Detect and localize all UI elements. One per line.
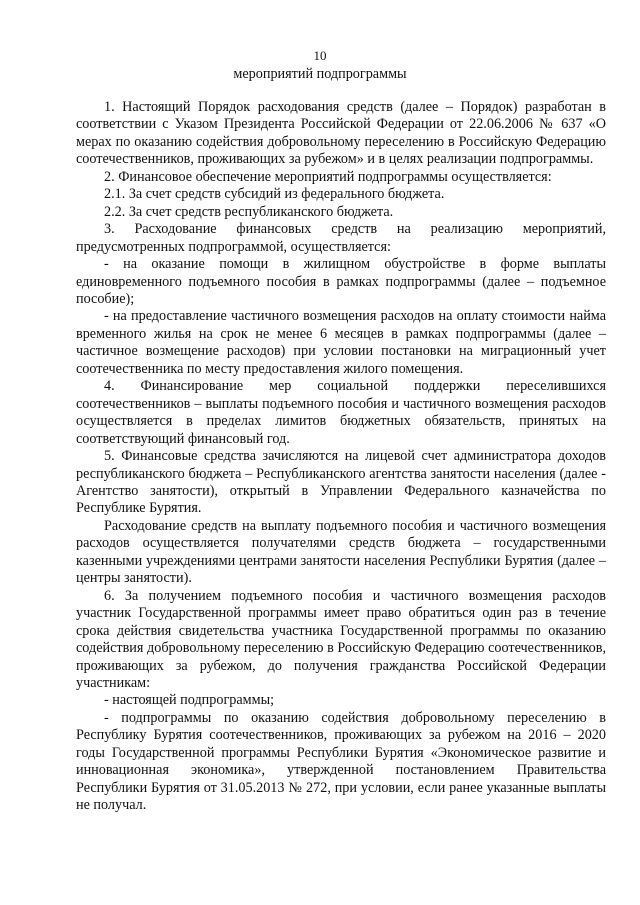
list-item-housing-aid: - на оказание помощи в жилищном обустройстве в форме выплаты единовременного подъемного пособия в рамках подпрограммы (далее – подъемное пособие); (76, 256, 606, 307)
paragraph-5-spending: Расходование средств на выплату подъемного пособия и частичного возмещения расходов осуществляется получателями средств бюджета – государственными казенными учреждениями центрами занятости населения Республики Бурятия (далее – центры занятости). (76, 517, 606, 587)
paragraph-2-1: 2.1. За счет средств субсидий из федерального бюджета. (104, 186, 445, 203)
paragraph-4: 4. Финансирование мер социальной поддержки переселившихся соотечественников – выплаты подъемного пособия и частичного возмещения расходов осуществляется в пределах лимитов бюджетных обязательств, принятых на соответствующий финансовый год. (76, 378, 606, 447)
list-item-other-subprogram: - подпрограммы по оказанию содействия добровольному переселению в Республику Бурятия соотечественников, проживающих за рубежом на 2016 – 2020 годы Государственной программы Республики Бурятия «Экономическое развитие и инновационная экономика», утвержденной постановлением Правительства Республики Бурятия от 31.05.2013 № 272, при условии, если ранее указанные выплаты не получал. (76, 709, 606, 814)
section-heading: мероприятий подпрограммы (233, 66, 407, 82)
paragraph-5: 5. Финансовые средства зачисляются на лицевой счет администратора доходов республиканского бюджета – Республиканского агентства занятости населения (далее - Агентство занятости), открытый в Управлении Федерального казначейства по Республике Бурятия. (76, 448, 606, 517)
document-body (76, 99, 606, 815)
paragraph-6: 6. За получением подъемного пособия и частичного возмещения расходов участник Государственной программы имеет право обратиться один раз в течение срока действия свидетельства участника Государственной программы по оказанию содействия добровольному переселению в Российскую Федерацию соотечественников, проживающих за рубежом, до получения гражданства Российской Федерации участникам: (76, 587, 606, 691)
paragraph-1: 1. Настоящий Порядок расходования средств (далее – Порядок) разработан в соответствии с Указом Президента Российской Федерации от 22.06.2006 № 637 «О мерах по оказанию содействия добровольному переселению в Российскую Федерацию соотечественников, проживающих за рубежом» и в целях реализации подпрограммы. (76, 99, 606, 168)
paragraph-3: 3. Расходование финансовых средств на реализацию мероприятий, предусмотренных подпрограммой, осуществляется: (76, 221, 606, 255)
list-item-rent-compensation: - на предоставление частичного возмещения расходов на оплату стоимости найма временного жилья на срок не менее 6 месяцев в рамках подпрограммы (далее – частичное возмещение расходов) при условии постановки на миграционный учет соотечественника по месту предоставления жилого помещения. (76, 308, 606, 377)
list-item-this-subprogram: - настоящей подпрограммы; (104, 692, 275, 709)
page-number: 10 (313, 48, 327, 63)
paragraph-2: 2. Финансовое обеспечение мероприятий подпрограммы осуществляется: (104, 168, 552, 185)
paragraph-2-2: 2.2. За счет средств республиканского бюджета. (104, 203, 394, 220)
